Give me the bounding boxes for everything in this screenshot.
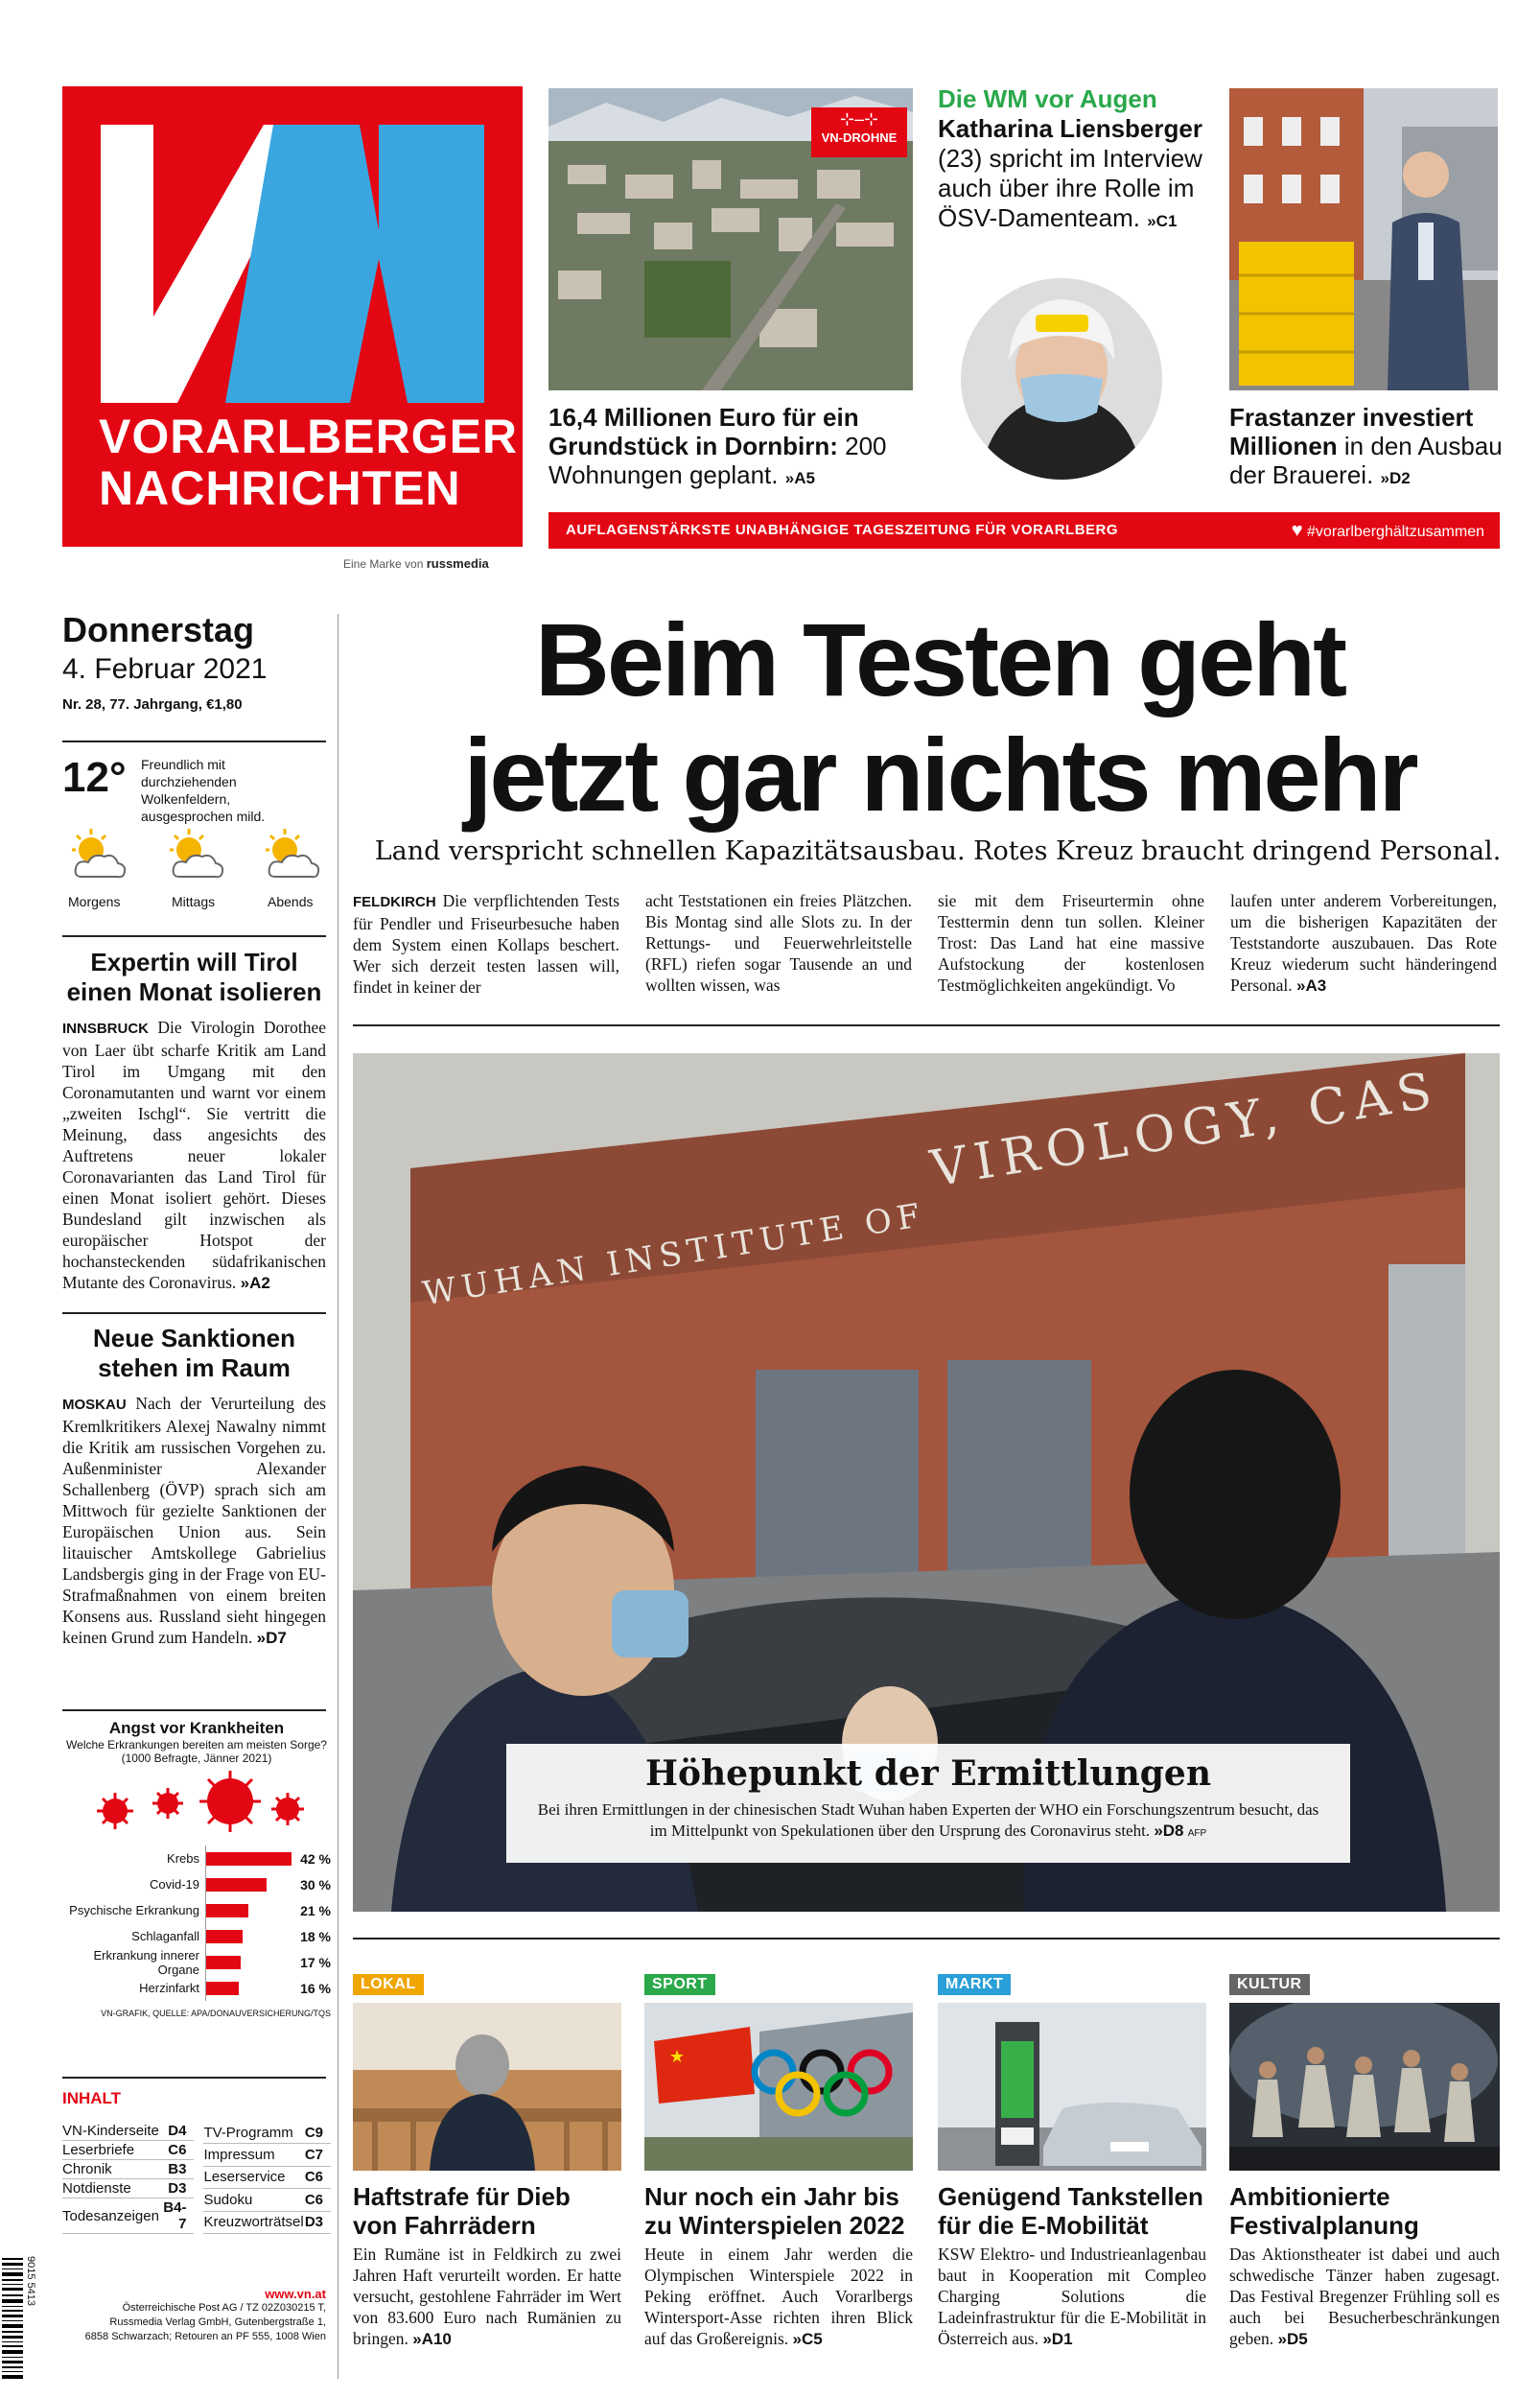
russmedia-logo: russmedia (426, 556, 489, 571)
markt-photo (938, 2003, 1206, 2171)
date-text: 4. Februar 2021 (62, 653, 268, 685)
rule-lead (353, 1024, 1500, 1026)
rule-contents (62, 2077, 326, 2079)
poll-bar (206, 1852, 292, 1866)
lokal-photo (353, 2003, 621, 2171)
contents-item[interactable]: VN-Kinderseite D4 (62, 2122, 194, 2141)
drone-ref: »A5 (784, 469, 815, 487)
lokal-text: Ein Rumäne ist in Feldkirch zu zwei Jahren Haft verurteilt worden. Er hatte versucht, gestohlene Fahrräder im Wert von 83.600 Euro nach Rumänien zu bringen. (353, 2245, 621, 2348)
kultur-title: Ambitionierte Festivalplanung (1229, 2182, 1419, 2240)
frastanz-teaser-text[interactable] (1229, 403, 1503, 493)
photo-caption-title: Höhepunkt der Ermittlungen (644, 1753, 1211, 1794)
imprint-line1: Österreichische Post AG / TZ 02Z030215 T, (122, 2302, 326, 2314)
main-photo[interactable] (353, 1053, 1500, 1912)
story-sanktionen-ref: »D7 (256, 1629, 287, 1647)
chart-source: VN-GRAFIK, QUELLE: APA/DONAUVERSICHERUNG/TQS (101, 2009, 331, 2018)
imprint-line2: Russmedia Verlag GmbH, Gutenbergstraße 1, (109, 2316, 326, 2328)
poll-bar (206, 1982, 239, 1995)
masthead-name-line2: NACHRICHTEN (99, 461, 461, 515)
poll-category-label: Erkrankung innerer Organe (62, 1949, 206, 1975)
contents-item[interactable]: Leserservice C6 (203, 2166, 331, 2188)
section-tag-kultur: KULTUR (1229, 1974, 1310, 1995)
sport-body (644, 2244, 913, 2350)
poll-row (62, 1897, 331, 1923)
lead-dateline: FELDKIRCH (353, 894, 436, 910)
section-kultur[interactable] (1229, 1974, 1500, 2350)
poll-value-label: 17 % (300, 1954, 331, 1970)
poll-category-label: Herzinfarkt (62, 1975, 206, 2001)
photo-caption-box (506, 1744, 1350, 1863)
kultur-photo (1229, 2003, 1500, 2171)
poll-category-label: Schlaganfall (62, 1923, 206, 1949)
sport-text: Heute in einem Jahr werden die Olympischen Winterspiele 2022 in Peking eröffnet. Auch Vorarlbergs Wintersport-Asse richten ihren Blick auf das Großereignis. (644, 2245, 913, 2348)
weather-block (62, 750, 331, 923)
markt-text: KSW Elektro- und Industrieanlagenbau baut in Kooperation mit Compleo Charging Solutions die Ladeinfrastruktur für die E-Mobilität in Österreich aus. (938, 2245, 1206, 2348)
poll-row (62, 1923, 331, 1949)
story-tirol-ref: »A2 (240, 1274, 270, 1292)
heart-icon: ♥ (1291, 520, 1303, 541)
contents-item[interactable]: Notdienste D3 (62, 2179, 194, 2198)
brand-note-text: Eine Marke von (343, 557, 424, 571)
sport-title: Nur noch ein Jahr bis zu Winterspielen 2022 (644, 2182, 905, 2240)
hashtag[interactable] (1292, 520, 1484, 542)
story-sanktionen[interactable] (62, 1324, 326, 1649)
lead-headline-line2: jetzt gar nichts mehr (463, 717, 1416, 833)
wm-text: (23) spricht im Interview auch über ihre Rolle im ÖSV-Damenteam. (938, 144, 1202, 232)
lokal-body (353, 2244, 621, 2350)
svg-text:★: ★ (669, 2047, 686, 2067)
weather-icon-noon (162, 827, 229, 884)
weekday: Donnerstag (62, 610, 255, 649)
poll-value-label: 21 % (300, 1902, 331, 1918)
drone-teaser-text[interactable] (548, 403, 913, 493)
section-tag-markt: MARKT (938, 1974, 1011, 1995)
poll-value-label: 18 % (300, 1928, 331, 1944)
frastanz-headline-rest: in den Ausbau der Brauerei. (1229, 432, 1503, 489)
contents-item[interactable]: Leserbriefe C6 (62, 2141, 194, 2160)
date-block (62, 610, 340, 713)
tagline-bar (548, 512, 1500, 549)
contents-right (203, 2122, 331, 2234)
section-tag-sport: SPORT (644, 1974, 715, 1995)
issue-info: Nr. 28, 77. Jahrgang, €1,80 (62, 696, 243, 713)
weather-label-evening: Abends (268, 894, 314, 909)
drone-badge (811, 107, 907, 157)
poll-rows (62, 1846, 331, 2001)
lead-col1 (353, 890, 619, 998)
poll-chart (62, 1719, 331, 2064)
weather-icon-morning (64, 827, 131, 884)
hashtag-text: #vorarlberghältzusammen (1307, 524, 1484, 540)
story-sanktionen-text: Nach der Verurteilung des Kremlkritikers Alexej Nawalny nimmt die Kritik am russischen Vorgehen zu. Außenminister Alexander Schallenberg (ÖVP) sprach sich am Mittwoch für gezielte Sanktionen der Europäischen Union aus. Sein litauischer Amtskollege Gabrielius Landsbergis ging in der Frage von EU-Strafmaßnahmen von einem breiten Konsens aus. Russland sieht hingegen keinen Grund zum Handeln. (62, 1394, 326, 1647)
contents-left (62, 2122, 194, 2234)
photo-caption-text: Bei ihren Ermittlungen in der chinesischen Stadt Wuhan haben Experten der WHO ein Forschungszentrum besucht, das im Mittelpunkt von Spekulationen über den Ursprung des Coronavirus steht. (537, 1800, 1319, 1840)
wm-ref: »C1 (1147, 212, 1178, 230)
kultur-body (1229, 2244, 1500, 2350)
imprint (67, 2287, 326, 2344)
story-tirol-title: Expertin will Tirol einen Monat isolieren (66, 948, 322, 1006)
frastanz-headline: Frastanzer investiert Millionen (1229, 403, 1474, 460)
photo-credit: AFP (1187, 1828, 1207, 1839)
poll-bar (206, 1904, 248, 1917)
drone-headline: 16,4 Millionen Euro für ein Grundstück in Dornbirn: (548, 403, 859, 460)
markt-body (938, 2244, 1206, 2350)
contents-item[interactable]: Sudoku C6 (203, 2189, 331, 2211)
poll-row (62, 1949, 331, 1975)
lead-col4 (1230, 890, 1497, 997)
barcode-number: 9015 5413 (25, 2256, 36, 2306)
rule-story2 (62, 1312, 326, 1314)
poll-bar (206, 1956, 241, 1969)
weather-text: Freundlich mit durchziehenden Wolkenfeldern, ausgesprochen mild. (141, 757, 266, 824)
story-tirol[interactable] (62, 948, 326, 1294)
masthead-name-line1: VORARLBERGER (99, 410, 519, 463)
contents-box (62, 2089, 331, 2234)
masthead-logo[interactable] (62, 86, 523, 547)
rule-story1 (62, 935, 326, 937)
wm-kicker: Die WM vor Augen (938, 84, 1157, 113)
tagline-text: AUFLAGENSTÄRKSTE UNABHÄNGIGE TAGESZEITUNG FÜR VORARLBERG (566, 522, 1119, 538)
poll-value-label: 16 % (300, 1980, 331, 1996)
sport-ref: »C5 (792, 2330, 823, 2348)
poll-category-label: Covid-19 (62, 1871, 206, 1897)
lead-col3: sie mit dem Friseurtermin ohne Testtermin denn tun sollen. Kleiner Trost: Das Land hat eine massive Aufstockung der kostenlosen Testmöglichkeiten angekündigt. Vo (938, 891, 1204, 995)
story-tirol-body (62, 1017, 326, 1294)
weather-temp: 12° (62, 754, 127, 801)
drone-icon: ⊹‒⊹ (839, 109, 879, 129)
brand-note (343, 556, 489, 571)
drone-photo[interactable] (548, 88, 913, 390)
contents-item[interactable]: TV-Programm C9 (203, 2122, 331, 2144)
poll-category-label: Psychische Erkrankung (62, 1897, 206, 1923)
contents-heading: INHALT (62, 2089, 122, 2107)
section-markt[interactable] (938, 1974, 1206, 2350)
section-tag-lokal: LOKAL (353, 1974, 424, 1995)
imprint-line3: 6858 Schwarzach; Retouren an PF 555, 1008 Wien (84, 2331, 326, 2342)
weather-label-noon: Mittags (172, 894, 216, 909)
poll-bar (206, 1930, 243, 1943)
lead-subhead: Land verspricht schnellen Kapazitätsausbau. Rotes Kreuz braucht dringend Personal. (374, 836, 1502, 866)
rule-chart (62, 1709, 326, 1711)
poll-bar (206, 1878, 267, 1892)
drone-badge-label: VN-DROHNE (821, 130, 898, 145)
story-tirol-dateline: INNSBRUCK (62, 1021, 149, 1037)
frastanz-photo[interactable] (1229, 88, 1498, 390)
lead-headline-line1: Beim Testen geht (534, 601, 1345, 717)
sport-photo (644, 2003, 913, 2171)
kultur-ref: »D5 (1277, 2330, 1308, 2348)
markt-ref: »D1 (1042, 2330, 1073, 2348)
liensberger-photo[interactable] (961, 278, 1162, 480)
wm-name: Katharina Liensberger (938, 114, 1202, 143)
contents-item[interactable]: Chronik B3 (62, 2160, 194, 2179)
frastanz-ref: »D2 (1380, 469, 1411, 487)
poll-value-label: 30 % (300, 1876, 331, 1893)
lead-col2: acht Teststationen ein freies Plätzchen. Bis Montag sind alle Slots zu. In der Rettungs- und Feuerwehrleitstelle (RFL) riefen sogar Tausende an und wollten wissen, was (645, 891, 912, 995)
poll-value-label: 42 % (300, 1850, 331, 1867)
chart-subtitle2: (1000 Befragte, Jänner 2021) (121, 1751, 272, 1765)
contents-item[interactable]: Kreuzworträtsel D3 (203, 2211, 331, 2233)
section-sport[interactable] (644, 1974, 913, 2350)
lead-headline[interactable] (345, 602, 1534, 833)
lead-body (353, 890, 1500, 1015)
story-sanktionen-title: Neue Sanktionen stehen im Raum (93, 1324, 295, 1382)
contents-item[interactable]: Impressum C7 (203, 2144, 331, 2166)
contents-item[interactable]: Todesanzeigen B4-7 (62, 2198, 194, 2234)
institute-sign-line1: VIROLOGY, CAS (926, 1061, 1443, 1199)
barcode (2, 2256, 36, 2383)
poll-row (62, 1975, 331, 2001)
lead-ref: »A3 (1296, 976, 1327, 995)
chart-subtitle: Welche Erkrankungen bereiten am meisten Sorge? (66, 1738, 327, 1751)
section-lokal[interactable] (353, 1974, 621, 2350)
story-sanktionen-body (62, 1393, 326, 1649)
lead-col4-text: laufen unter anderem Vorbereitungen, um die bisherigen Kapazitäten der Teststandorte auszubauen. Das Rote Kreuz wiederum sucht händeringend Personal. (1230, 891, 1497, 995)
chart-title: Angst vor Krankheiten (108, 1719, 285, 1737)
photo-caption-ref: »D8 (1154, 1822, 1184, 1840)
kultur-text: Das Aktionstheater ist dabei und auch schwedische Tänzer haben zugesagt. Das Festival Bregenzer Frühling soll es auch bei Besucherbeschränkungen geben. (1229, 2245, 1500, 2348)
photo-caption-text-wrap (506, 1794, 1350, 1845)
imprint-url[interactable]: www.vn.at (265, 2287, 326, 2301)
weather-label-morning: Morgens (68, 894, 121, 909)
poll-row (62, 1871, 331, 1897)
lokal-ref: »A10 (412, 2330, 452, 2348)
poll-row (62, 1846, 331, 1871)
lead-col1-text: Die verpflichtenden Tests für Pendler und Friseurbesuche haben dem System einen Kollaps beschert. Wer sich derzeit testen lassen will, findet in keiner der (353, 891, 620, 997)
institute-sign-line2: WUHAN INSTITUTE OF (420, 1195, 928, 1314)
story-tirol-text: Die Virologin Dorothee von Laer übt scharfe Kritik am Land Tirol im Umgang mit den Coronamutanten und warnt vor einem „zweiten Ischgl“. Sie vertritt die Meinung, dass angesichts des Auftretens neuer lokaler Coronavarianten das Land Tirol für einen Monat isoliert gehört. Dieses Bundesland gilt inzwischen als europäischer Hotspot der hochansteckenden südafrikanischen Mutante des Coronavirus. (62, 1018, 326, 1292)
poll-category-label: Krebs (62, 1846, 206, 1871)
story-sanktionen-dateline: MOSKAU (62, 1397, 127, 1413)
rule-sections (353, 1938, 1500, 1940)
markt-title: Genügend Tankstellen für die E-Mobilität (938, 2182, 1203, 2240)
weather-icon-evening (258, 827, 325, 884)
rule-weather (62, 741, 326, 742)
wm-teaser-text[interactable] (938, 84, 1216, 236)
lokal-title: Haftstrafe für Dieb von Fahrrädern (353, 2182, 571, 2240)
virus-icons (62, 1765, 331, 1842)
drone-headline-rest: 200 Wohnungen geplant. (548, 432, 887, 489)
